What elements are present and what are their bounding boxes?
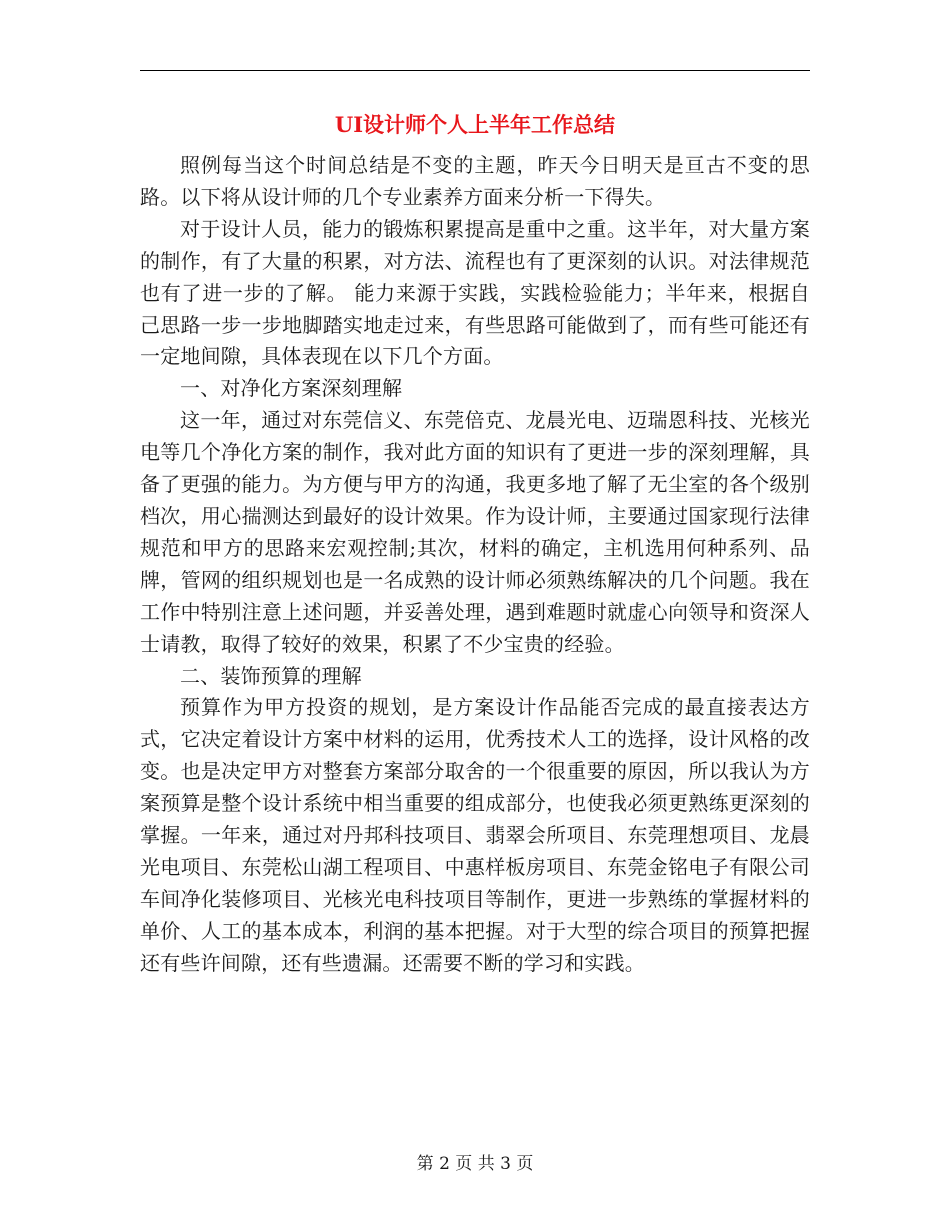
section-heading-budget: 二、装饰预算的理解 [180,663,362,688]
document-title: UI设计师个人上半年工作总结 [334,112,616,137]
paragraph-ability: 对于设计人员，能力的锻炼积累提高是重中之重。这半年，对大量方案的制作，有了大量的积累，对方法、流程也有了更深刻的认识。对法律规范也有了进一步的了解。 能力来源于实践，实践检验能力；半年来，根据自己思路一步一步地脚踏实地走过来，有些思路可能做到了，而有些可能还有一定地间隙，具体表现在以下几个方面。 [140,216,810,369]
section-heading-purification: 一、对净化方案深刻理解 [180,376,403,401]
paragraph-intro: 照例每当这个时间总结是不变的主题，昨天今日明天是亘古不变的思路。以下将从设计师的几个专业素养方面来分析一下得失。 [140,153,810,209]
header-rule [140,70,810,71]
paragraph-purification: 这一年，通过对东莞信义、东莞倍克、龙晨光电、迈瑞恩科技、光核光电等几个净化方案的制作，我对此方面的知识有了更进一步的深刻理解，具备了更强的能力。为方便与甲方的沟通，我更多地了解了无尘室的各个级别档次，用心揣测达到最好的设计效果。作为设计师，主要通过国家现行法律规范和甲方的思路来宏观控制;其次，材料的确定，主机选用何种系列、品牌，管网的组织规划也是一名成熟的设计师必须熟练解决的几个问题。我在工作中特别注意上述问题，并妥善处理，遇到难题时就虚心向领导和资深人士请教，取得了较好的效果，积累了不少宝贵的经验。 [140,408,810,656]
page-footer [0,1152,950,1176]
page-number: 第 2 页 共 3 页 [416,1154,534,1174]
document-body [140,150,810,980]
paragraph-budget: 预算作为甲方投资的规划，是方案设计作品能否完成的最直接表达方式，它决定着设计方案中材料的运用，优秀技术人工的选择，设计风格的改变。也是决定甲方对整套方案部分取舍的一个很重要的原因，所以我认为方案预算是整个设计系统中相当重要的组成部分，也使我必须更熟练更深刻的掌握。一年来，通过对丹邦科技项目、翡翠会所项目、东莞理想项目、龙晨光电项目、东莞松山湖工程项目、中惠样板房项目、东莞金铭电子有限公司车间净化装修项目、光核光电科技项目等制作，更进一步熟练的掌握材料的单价、人工的基本成本，利润的基本把握。对于大型的综合项目的预算把握还有些许间隙，还有些遗漏。还需要不断的学习和实践。 [140,695,810,975]
